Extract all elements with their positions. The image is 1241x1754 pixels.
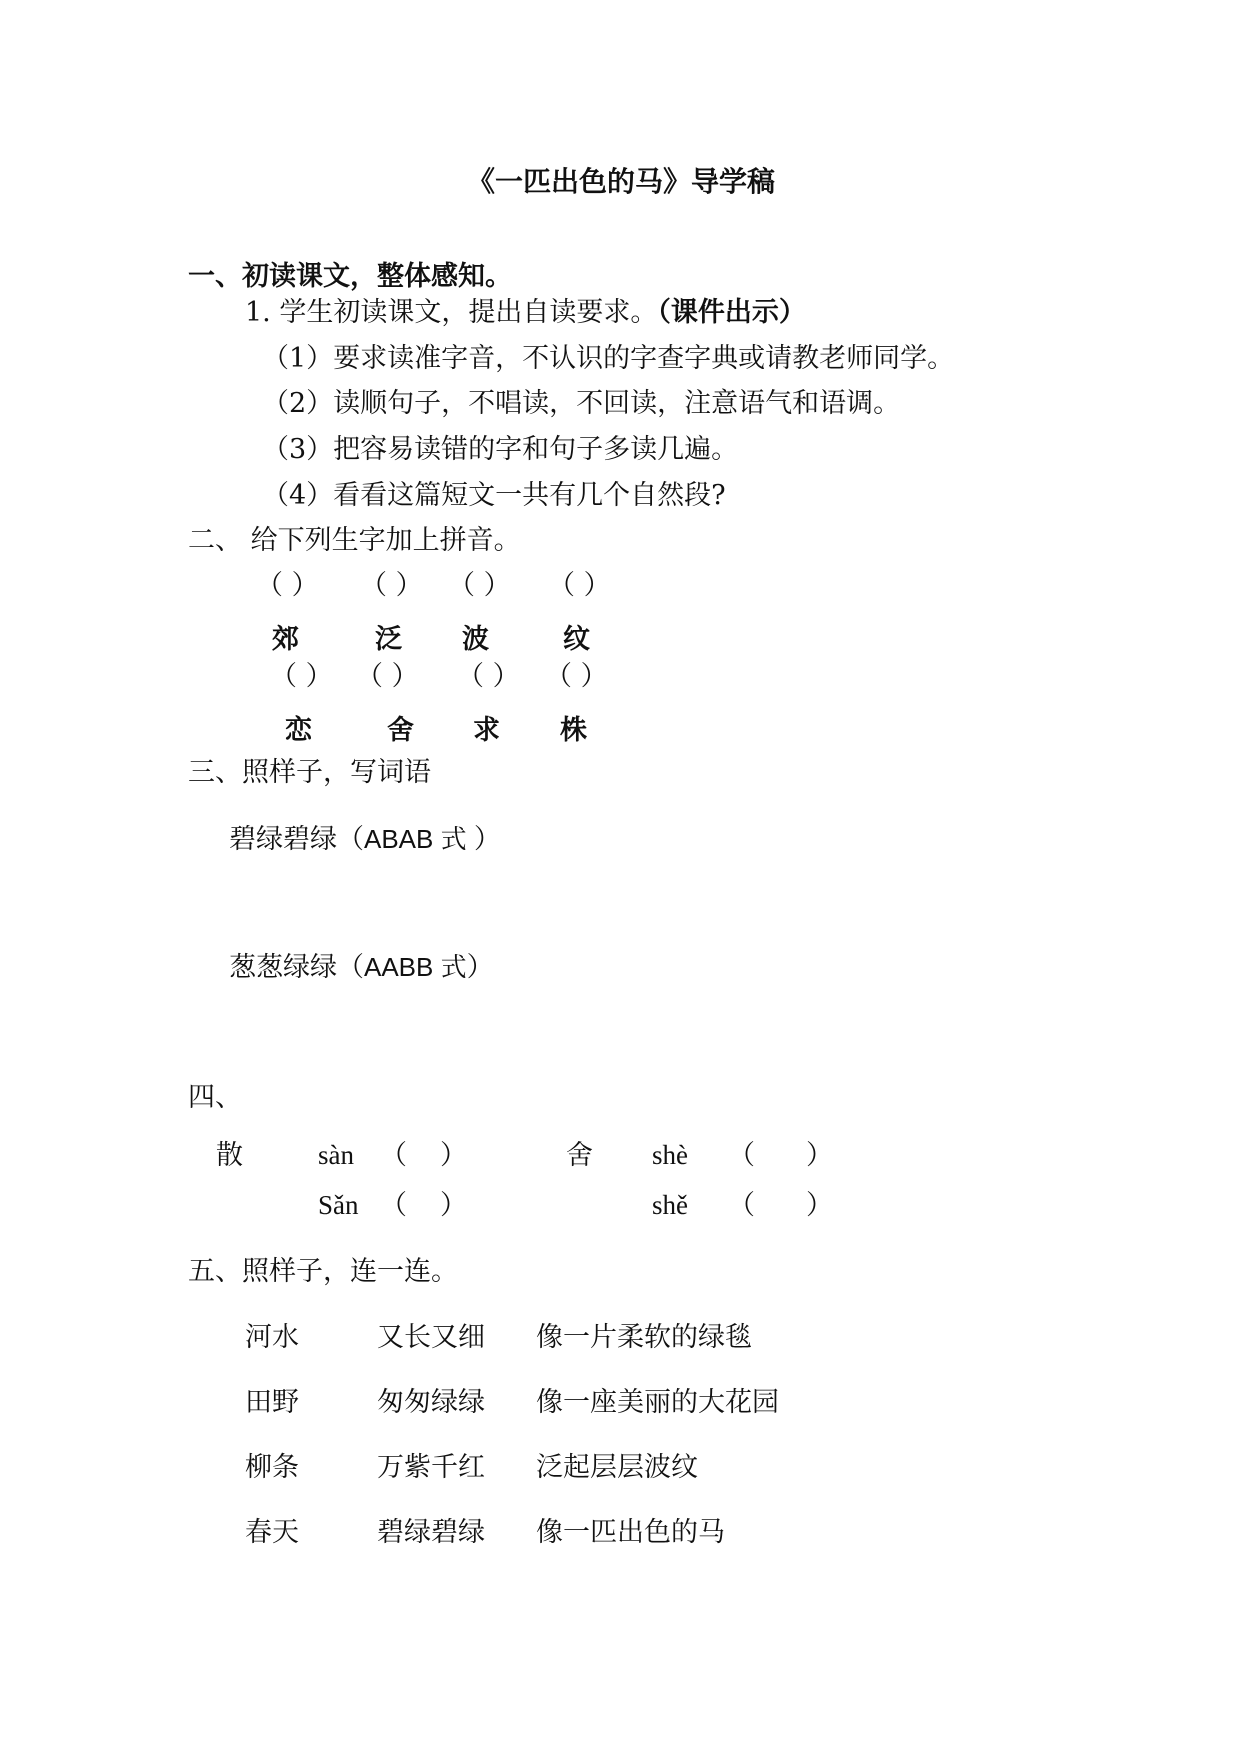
- section-1-item-1: [245, 297, 806, 329]
- example-word: 碧绿碧绿（: [229, 824, 364, 855]
- example-aabb: [229, 951, 494, 984]
- pinyin-option: Sǎn: [318, 1190, 359, 1220]
- pinyin-blank: （ ）: [256, 570, 319, 601]
- requirement-4: （4）看看这篇短文一共有几个自然段?: [262, 480, 726, 511]
- match-simile: 像一片柔软的绿毯: [536, 1322, 752, 1353]
- section-4-heading: 四、: [188, 1082, 242, 1113]
- answer-open-paren: （: [728, 1140, 755, 1171]
- section-5-heading: 五、照样子，连一连。: [188, 1256, 458, 1287]
- character: 波: [462, 624, 489, 655]
- answer-close-paren: ）: [806, 1140, 833, 1171]
- pattern-label: AABB 式: [364, 952, 467, 982]
- match-subject: 河水: [245, 1322, 299, 1353]
- answer-open-paren: （: [380, 1190, 407, 1221]
- match-simile: 像一座美丽的大花园: [536, 1387, 779, 1418]
- character: 株: [560, 715, 587, 746]
- requirement-3: （3）把容易读错的字和句子多读几遍。: [262, 434, 739, 465]
- answer-close-paren: ）: [806, 1190, 833, 1221]
- requirement-2: （2）读顺句子，不唱读，不回读，注意语气和语调。: [262, 388, 901, 419]
- character: 求: [473, 715, 500, 746]
- match-subject: 田野: [245, 1387, 299, 1418]
- character: 郊: [272, 624, 299, 655]
- character: 纹: [563, 624, 590, 655]
- section-1-heading: 一、初读课文，整体感知。: [188, 261, 512, 292]
- pinyin-blank: （ ）: [457, 661, 520, 692]
- pinyin-blank: （ ）: [356, 661, 419, 692]
- match-descriptor: 万紫千红: [377, 1452, 485, 1483]
- pinyin-blank: （ ）: [270, 661, 333, 692]
- pinyin-blank: （ ）: [360, 570, 423, 601]
- match-subject: 柳条: [245, 1452, 299, 1483]
- close-paren: ）: [473, 824, 501, 855]
- pinyin-blank: （ ）: [545, 661, 608, 692]
- pinyin-blank: （ ）: [448, 570, 511, 601]
- section-3-heading: 三、照样子，写词语: [188, 757, 431, 788]
- answer-close-paren: ）: [440, 1140, 467, 1171]
- match-descriptor: 匆匆绿绿: [377, 1387, 485, 1418]
- pinyin-blank: （ ）: [548, 570, 611, 601]
- match-descriptor: 碧绿碧绿: [377, 1517, 485, 1548]
- character: 舍: [387, 715, 414, 746]
- pinyin-option: shè: [652, 1140, 688, 1170]
- character: 泛: [375, 624, 402, 655]
- answer-open-paren: （: [380, 1140, 407, 1171]
- match-simile: 泛起层层波纹: [536, 1452, 698, 1483]
- match-descriptor: 又长又细: [377, 1322, 485, 1353]
- close-paren: ）: [466, 952, 494, 983]
- match-subject: 春天: [245, 1517, 299, 1548]
- page-title: 《一匹出色的马》导学稿: [467, 165, 776, 198]
- polyphone-character: 散: [216, 1140, 243, 1171]
- character: 恋: [285, 715, 312, 746]
- item-1-courseware-note: （课件出示）: [657, 297, 806, 328]
- example-word: 葱葱绿绿（: [229, 952, 364, 983]
- polyphone-character: 舍: [566, 1140, 593, 1171]
- pinyin-option: shě: [652, 1190, 688, 1220]
- item-1-text: 1. 学生初读课文，提出自读要求。: [245, 297, 658, 328]
- section-2-heading: 二、 给下列生字加上拼音。: [188, 525, 521, 556]
- pattern-label: ABAB 式: [364, 824, 474, 854]
- example-abab: [229, 823, 501, 856]
- pinyin-option: sàn: [318, 1140, 354, 1170]
- match-simile: 像一匹出色的马: [536, 1517, 725, 1548]
- answer-close-paren: ）: [440, 1190, 467, 1221]
- answer-open-paren: （: [728, 1190, 755, 1221]
- requirement-1: （1）要求读准字音，不认识的字查字典或请教老师同学。: [262, 343, 955, 374]
